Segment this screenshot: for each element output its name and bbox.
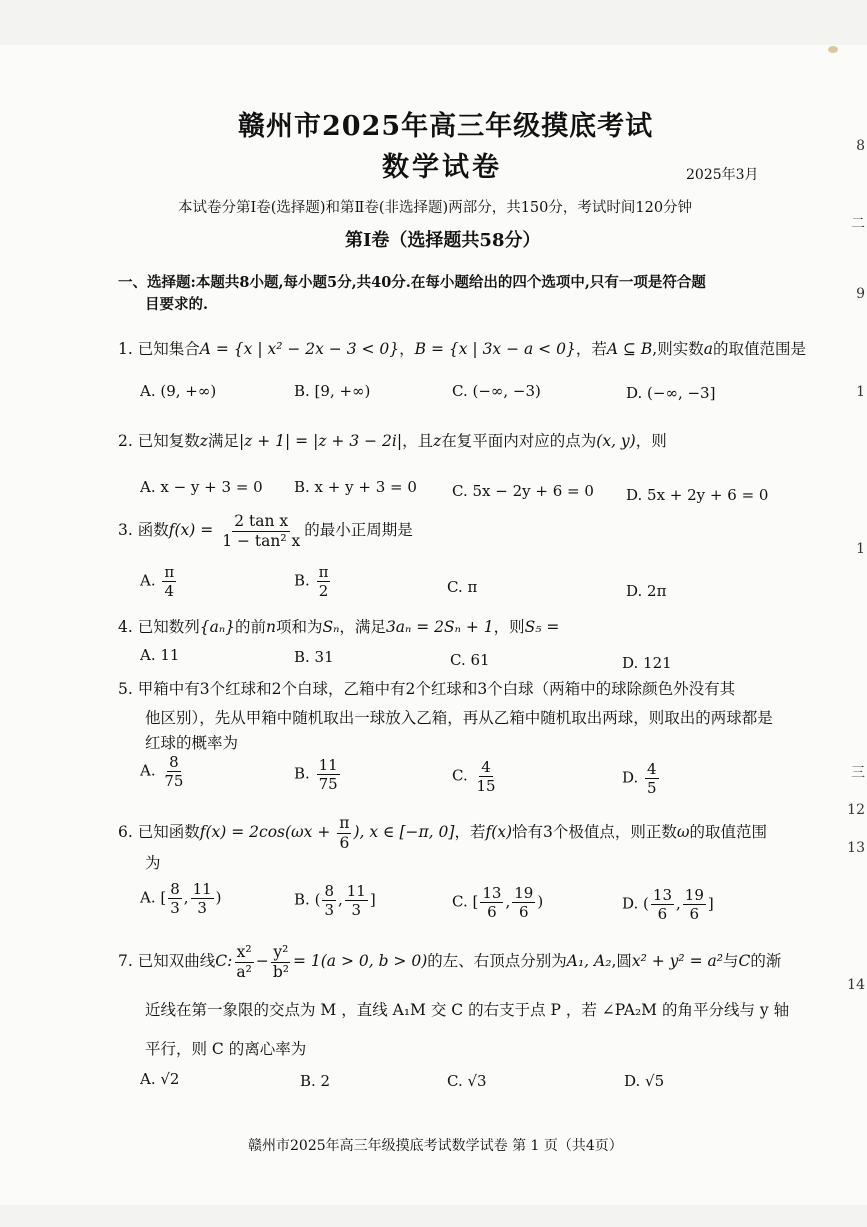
edge-mark: 二	[851, 216, 865, 232]
exam-title: 赣州市2025年高三年级摸底考试	[238, 111, 654, 142]
section-heading: 一、选择题:本题共8小题,每小题5分,共40分.在每小题给出的四个选项中,只有一项是符合题	[118, 274, 706, 291]
edge-mark: 12	[847, 802, 865, 818]
q1-option-a: A. (9, +∞)	[140, 382, 217, 400]
q3-option-b: B. $\frac{\pi}{2}$	[294, 563, 329, 600]
q4-option-d: D. 121	[622, 654, 672, 672]
volume-heading: 第Ⅰ卷（选择题共58分）	[345, 230, 541, 251]
q3-fraction: $\frac{\text{2 tan x}}{\text{1 − tan² x}}$	[222, 512, 301, 550]
q5-option-a: A. $\frac{8}{75}$	[140, 753, 184, 790]
q1-option-c: C. (−∞, −3)	[452, 382, 541, 400]
q6-option-d: D. ( $\frac{13}{6}$ , $\frac{19}{6}$ ]	[622, 886, 714, 923]
q6-option-b: B. ( $\frac{8}{3}$ , $\frac{11}{3}$ ]	[294, 882, 376, 919]
q2-option-d: D. 5x + 2y + 6 = 0	[626, 486, 769, 504]
question-5-line3: 红球的概率为	[145, 734, 239, 752]
q4-option-b: B. 31	[294, 648, 334, 666]
question-2: 2. 已知复数z满足|z + 1| = |z + 3 − 2i|，且z在复平面内对应的点为(x, y)，则	[118, 432, 667, 450]
exam-intro: 本试卷分第Ⅰ卷(选择题)和第Ⅱ卷(非选择题)两部分，共150分，考试时间120分钟	[178, 200, 693, 216]
q5-option-d: D. $\frac{4}{5}$	[622, 760, 657, 797]
edge-mark: 三	[851, 765, 865, 781]
q2-option-c: C. 5x − 2y + 6 = 0	[452, 482, 594, 500]
paper-stain	[828, 46, 838, 53]
q1-option-b: B. [9, +∞)	[294, 382, 371, 400]
edge-mark: 9	[856, 286, 865, 302]
exam-date: 2025年3月	[686, 167, 759, 183]
edge-mark: 13	[847, 840, 865, 856]
question-3: 3. 函数f(x) = $\frac{\text{2 tan x}}{\text{1 − tan² x}}$ 的最小正周期是	[118, 512, 413, 550]
q7-option-a: A. √2	[140, 1070, 180, 1088]
page-footer: 赣州市2025年高三年级摸底考试数学试卷 第 1 页（共4页）	[248, 1138, 623, 1154]
edge-mark: 1	[856, 541, 865, 557]
question-6-line2: 为	[145, 854, 161, 872]
question-5-line2: 他区别），先从甲箱中随机取出一球放入乙箱，再从乙箱中随机取出两球，则取出的两球都是	[145, 709, 773, 727]
edge-mark: 14	[847, 977, 865, 993]
question-7-line3: 平行，则 C 的离心率为	[145, 1040, 307, 1058]
q6-option-a: A. [ $\frac{8}{3}$ , $\frac{11}{3}$ )	[140, 880, 222, 917]
section-heading-cont: 目要求的.	[145, 296, 209, 313]
edge-mark: 1	[856, 384, 865, 400]
edge-mark: 8	[856, 138, 865, 154]
q7-option-b: B. 2	[300, 1072, 331, 1090]
q4-option-a: A. 11	[140, 646, 180, 664]
q4-option-c: C. 61	[450, 651, 490, 669]
question-6: 6. 已知函数f(x) = 2cos(ωx + $\frac{\pi}{6}$ ), x ∈ [−π, 0]，若f(x)恰有3个极值点，则正数ω的取值范围	[118, 814, 768, 852]
q7-option-d: D. √5	[624, 1072, 665, 1090]
q3-option-a: A. $\frac{\pi}{4}$	[140, 563, 175, 600]
q5-option-b: B. $\frac{11}{75}$	[294, 756, 338, 793]
q1-option-d: D. (−∞, −3]	[626, 384, 716, 402]
q3-option-c: C. π	[447, 578, 478, 596]
question-1: 1. 已知集合A = {x | x² − 2x − 3 < 0}，B = {x | 3x − a < 0}，若A ⊆ B,则实数a的取值范围是	[118, 340, 806, 358]
question-5: 5. 甲箱中有3个红球和2个白球，乙箱中有2个红球和3个白球（两箱中的球除颜色外没有其	[118, 680, 736, 698]
q3-option-d: D. 2π	[626, 582, 667, 600]
q2-option-b: B. x + y + 3 = 0	[294, 478, 417, 496]
q2-option-a: A. x − y + 3 = 0	[140, 478, 263, 496]
q5-option-c: C. $\frac{4}{15}$	[452, 758, 496, 795]
question-7: 7. 已知双曲线C: $\frac{\text{x²}}{\text{a²}}$ − $\frac{\text{y²}}{\text{b²}}$ = 1(a > 0, b > 0)的左、右顶点分别为A₁, A₂,圆x² + y² = a²与C的渐	[118, 943, 782, 981]
question-4: 4. 已知数列{aₙ}的前n项和为Sₙ，满足3aₙ = 2Sₙ + 1，则S₅ =	[118, 618, 560, 636]
question-7-line2: 近线在第一象限的交点为 M ，直线 A₁M 交 C 的右支于点 P ，若 ∠PA₂M 的角平分线与 y 轴	[145, 1001, 790, 1019]
q7-option-c: C. √3	[447, 1072, 487, 1090]
exam-subject: 数学试卷	[382, 152, 502, 183]
q6-option-c: C. [ $\frac{13}{6}$ , $\frac{19}{6}$ )	[452, 884, 544, 921]
